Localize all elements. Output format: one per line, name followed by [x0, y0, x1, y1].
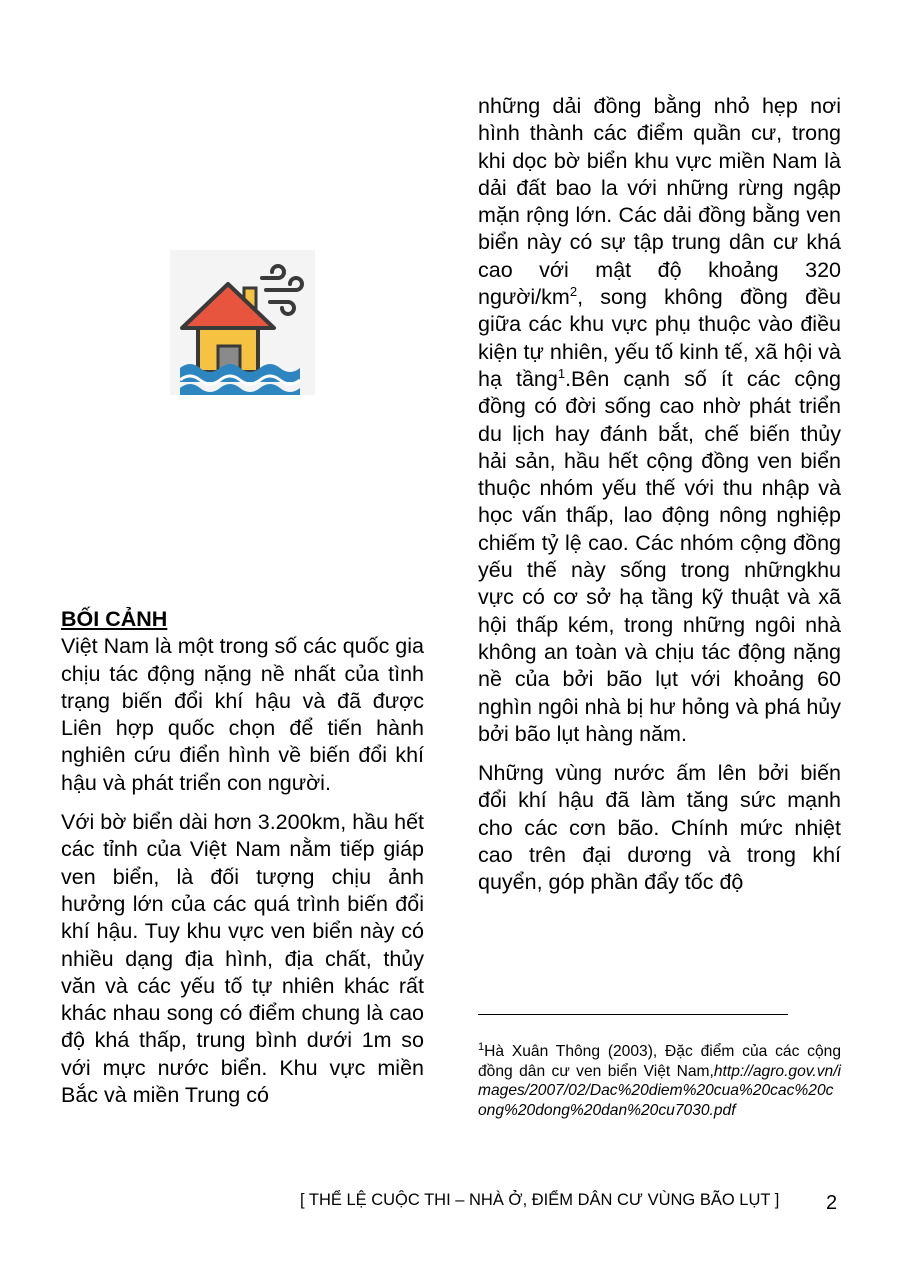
- density-text-c: .Bên cạnh số ít các cộng đồng có đời sống cao nhờ phát triển du lịch hay đánh bắt, chế biến thủy hải sản, hầu hết cộng đồng ven biển thuộc nhóm yếu thế với thu nhập và học vấn thấp, lao động nông nghiệp chiếm tỷ lệ cao. Các nhóm cộng đồng yếu thế này sống trong nhữngkhu vực có cơ sở hạ tầng kỹ thuật và xã hội thấp kém, trong những ngôi nhà không an toàn và chịu tác động nặng nề của bởi bão lụt với khoảng 60 nghìn ngôi nhà bị hư hỏng và phá hủy bởi bão lụt hàng năm.: [478, 366, 842, 746]
- context-paragraph-2: Với bờ biển dài hơn 3.200km, hầu hết các tỉnh của Việt Nam nằm tiếp giáp ven biển, là đối tượng chịu ảnh hưởng lớn của các quá trình biến đổi khí hậu. Tuy khu vực ven biển này có nhiều dạng địa hình, địa chất, thủy văn và các yếu tố tự nhiên khác rất khác nhau song có điểm chung là cao độ khá thấp, trung bình dưới 1m so với mực nước biển. Khu vực miền Bắc và miền Trung có: [61, 810, 424, 1108]
- left-column: [61, 606, 424, 1109]
- density-text-a: những dải đồng bằng nhỏ hẹp nơi hình thành các điểm quần cư, trong khi dọc bờ biển khu vực miền Nam là dải đất bao la với những rừng ngập mặn rộng lớn. Các dải đồng bằng ven biển này có sự tập trung dân cư khá cao với mật độ khoảng 320 người/km: [478, 94, 841, 310]
- footnote: [478, 1042, 841, 1120]
- right-column: [478, 93, 841, 897]
- page-number: 2: [826, 1192, 838, 1214]
- flooded-house-icon: [170, 250, 315, 395]
- page-footer-title: [ THỂ LỆ CUỘC THI – NHÀ Ở, ĐIỂM DÂN CƯ VÙNG BÃO LỤT ]: [300, 1191, 780, 1209]
- footnote-marker: 1: [478, 1040, 485, 1053]
- section-heading: BỐI CẢNH: [61, 607, 168, 631]
- storm-paragraph: Những vùng nước ấm lên bởi biến đổi khí hậu đã làm tăng sức mạnh cho các cơn bão. Chính mức nhiệt cao trên đại dương và trong khí quyển, góp phần đẩy tốc độ: [478, 761, 841, 895]
- footnote-text: Hà Xuân Thông (2003), Đặc điểm của các cộng đồng dân cư ven biển Việt Nam,: [478, 1043, 841, 1080]
- footnote-reference[interactable]: 1: [557, 365, 566, 381]
- context-paragraph-1: Việt Nam là một trong số các quốc gia chịu tác động nặng nề nhất của tình trạng biến đổi khí hậu và đã được Liên hợp quốc chọn để tiến hành nghiên cứu điển hình về biến đổi khí hậu và phát triển con người.: [61, 634, 424, 795]
- superscript-2: 2: [569, 283, 578, 299]
- density-paragraph: [478, 93, 841, 748]
- footnote-link[interactable]: http://agro.gov.vn/images/2007/02/Dac%20diem%20cua%20cac%20cong%20dong%20dan%20cu7030.pdf: [478, 1062, 841, 1119]
- footnote-divider: [478, 1014, 788, 1015]
- density-text-b: , song không đồng đều giữa các khu vực phụ thuộc vào điều kiện tự nhiên, yếu tố kinh tế, xã hội và hạ tầng: [478, 285, 841, 391]
